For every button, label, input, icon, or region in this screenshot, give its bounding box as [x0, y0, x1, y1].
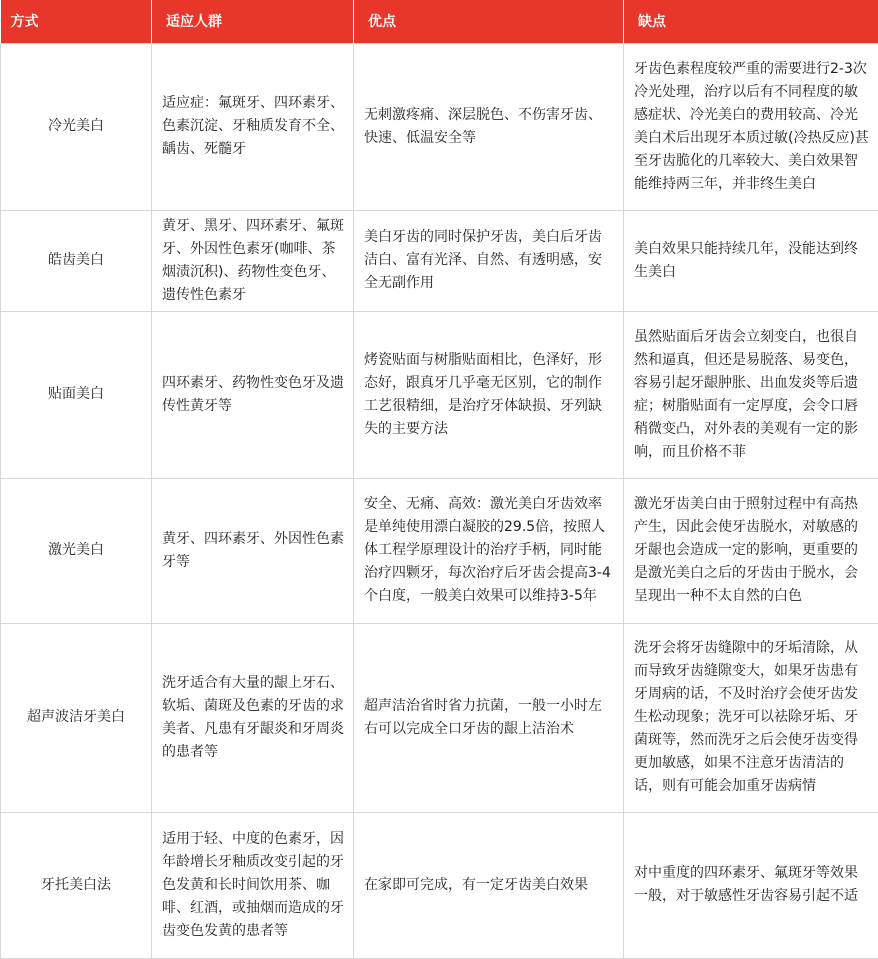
cons-cell: 洗牙会将牙齿缝隙中的牙垢清除，从而导致牙齿缝隙变大，如果牙齿患有牙周病的话，不及时治疗会使牙齿发生松动现象；洗牙可以祛除牙垢、牙菌斑等，然而洗牙之后会使牙齿变得更加敏感，如果不注意牙齿清洁的话，则有可能会加重牙齿病情	[624, 623, 878, 812]
table-row	[1, 623, 878, 812]
table-row	[1, 311, 878, 478]
method-cell: 皓齿美白	[1, 210, 152, 311]
cons-cell: 牙齿色素程度较严重的需要进行2-3次冷光处理，治疗以后有不同程度的敏感症状、冷光美白的费用较高、冷光美白术后出现牙本质过敏(冷热反应)甚至牙齿脆化的几率较大、美白效果智能维持两三年，并非终生美白	[624, 43, 878, 210]
pros-cell: 在家即可完成，有一定牙齿美白效果	[354, 812, 624, 958]
cons-cell: 虽然贴面后牙齿会立刻变白，也很自然和逼真，但还是易脱落、易变色，容易引起牙龈肿胀、出血发炎等后遗症；树脂贴面有一定厚度，会令口唇稍微变凸，对外表的美观有一定的影响，而且价格不菲	[624, 311, 878, 478]
method-cell: 贴面美白	[1, 311, 152, 478]
header-method: 方式	[1, 0, 152, 43]
method-cell: 超声波洁牙美白	[1, 623, 152, 812]
suitable-cell: 适应症：氟斑牙、四环素牙、色素沉淀、牙釉质发育不全、龋齿、死髓牙	[152, 43, 354, 210]
cons-cell: 美白效果只能持续几年，没能达到终生美白	[624, 210, 878, 311]
pros-cell: 无刺激疼痛、深层脱色、不伤害牙齿、快速、低温安全等	[354, 43, 624, 210]
header-disadvantages: 缺点	[624, 0, 878, 43]
table-body	[1, 43, 878, 958]
header-suitable-population: 适应人群	[152, 0, 354, 43]
pros-cell: 超声洁治省时省力抗菌，一般一小时左右可以完成全口牙齿的龈上洁治术	[354, 623, 624, 812]
method-cell: 冷光美白	[1, 43, 152, 210]
table-row	[1, 478, 878, 623]
suitable-cell: 黄牙、黑牙、四环素牙、氟斑牙、外因性色素牙(咖啡、茶烟渍沉积)、药物性变色牙、遗传性色素牙	[152, 210, 354, 311]
cons-cell: 激光牙齿美白由于照射过程中有高热产生，因此会使牙齿脱水，对敏感的牙龈也会造成一定的影响，更重要的是激光美白之后的牙齿由于脱水，会呈现出一种不太自然的白色	[624, 478, 878, 623]
table-row	[1, 812, 878, 958]
pros-cell: 美白牙齿的同时保护牙齿，美白后牙齿洁白、富有光泽、自然、有透明感，安全无副作用	[354, 210, 624, 311]
pros-cell: 烤瓷贴面与树脂贴面相比，色泽好，形态好，跟真牙几乎毫无区别，它的制作工艺很精细，是治疗牙体缺损、牙列缺失的主要方法	[354, 311, 624, 478]
header-advantages: 优点	[354, 0, 624, 43]
suitable-cell: 适用于轻、中度的色素牙，因年龄增长牙釉质改变引起的牙色发黄和长时间饮用茶、咖啡、红酒，或抽烟而造成的牙齿变色发黄的患者等	[152, 812, 354, 958]
method-cell: 牙托美白法	[1, 812, 152, 958]
method-cell: 激光美白	[1, 478, 152, 623]
table-row	[1, 43, 878, 210]
suitable-cell: 四环素牙、药物性变色牙及遗传性黄牙等	[152, 311, 354, 478]
cons-cell: 对中重度的四环素牙、氟斑牙等效果一般，对于敏感性牙齿容易引起不适	[624, 812, 878, 958]
table-header	[1, 0, 878, 43]
table-row	[1, 210, 878, 311]
suitable-cell: 洗牙适合有大量的龈上牙石、软垢、菌斑及色素的牙齿的求美者、凡患有牙龈炎和牙周炎的患者等	[152, 623, 354, 812]
suitable-cell: 黄牙、四环素牙、外因性色素牙等	[152, 478, 354, 623]
pros-cell: 安全、无痛、高效：激光美白牙齿效率是单纯使用漂白凝胶的29.5倍，按照人体工程学原理设计的治疗手柄，同时能治疗四颗牙，每次治疗后牙齿会提高3-4个白度，一般美白效果可以维持3-5年	[354, 478, 624, 623]
header-row	[1, 0, 878, 43]
